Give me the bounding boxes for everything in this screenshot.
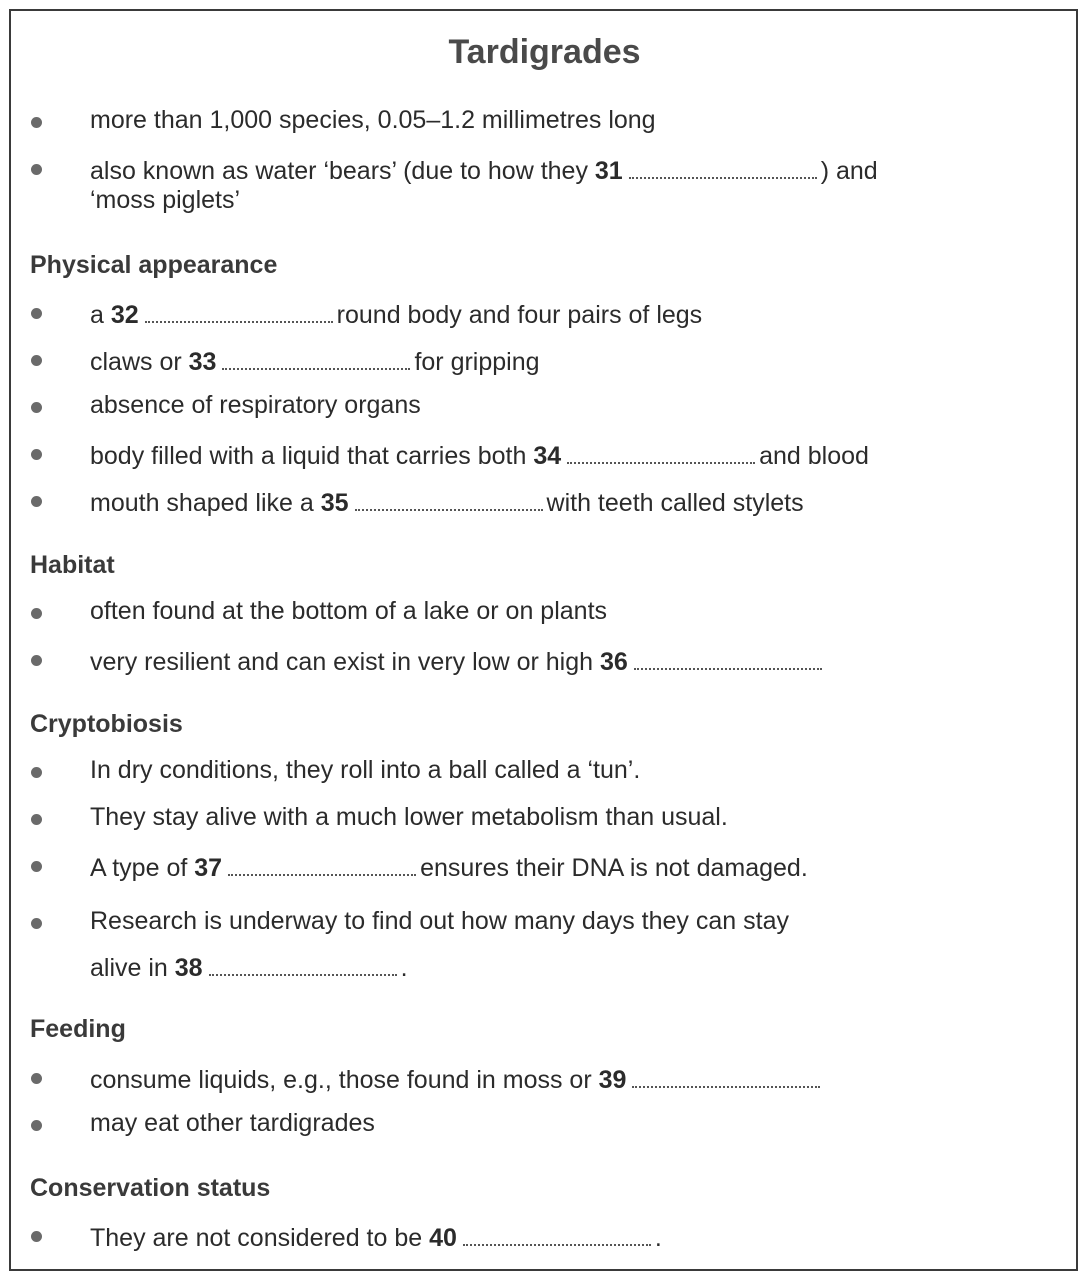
answer-blank-36[interactable] xyxy=(634,644,822,670)
crypto-item-1: In dry conditions, they roll into a ball called a ‘tun’. xyxy=(90,756,641,784)
habitat-item-1: often found at the bottom of a lake or on plants xyxy=(90,597,608,625)
physical-item-4: body filled with a liquid that carries both 34 and blood xyxy=(90,438,869,471)
question-number: 37 xyxy=(194,853,223,882)
question-number: 31 xyxy=(594,156,623,185)
bullet-icon xyxy=(31,1231,42,1242)
page-title: Tardigrades xyxy=(448,33,641,71)
answer-blank-40[interactable] xyxy=(463,1220,651,1246)
bullet-icon xyxy=(31,117,42,128)
habitat-item-2: very resilient and can exist in very low or high 36 xyxy=(90,644,826,677)
bullet-icon xyxy=(31,164,42,175)
physical-item-5: mouth shaped like a 35 with teeth called stylets xyxy=(90,485,804,518)
question-number: 35 xyxy=(320,488,349,517)
intro-item-1: more than 1,000 species, 0.05–1.2 millimetres long xyxy=(90,106,656,134)
bullet-icon xyxy=(31,1073,42,1084)
question-number: 33 xyxy=(188,347,217,376)
section-heading-physical: Physical appearance xyxy=(30,251,278,279)
bullet-icon xyxy=(31,767,42,778)
answer-blank-35[interactable] xyxy=(355,485,543,511)
bullet-icon xyxy=(31,608,42,619)
conservation-item-1: They are not considered to be 40 . xyxy=(90,1220,662,1253)
feeding-item-2: may eat other tardigrades xyxy=(90,1109,375,1137)
question-number: 36 xyxy=(599,647,628,676)
bullet-icon xyxy=(31,496,42,507)
bullet-icon xyxy=(31,814,42,825)
intro-item-2-line2: ‘moss piglets’ xyxy=(90,186,241,214)
answer-blank-31[interactable] xyxy=(629,153,817,179)
question-number: 34 xyxy=(533,441,562,470)
feeding-item-1: consume liquids, e.g., those found in moss or 39 xyxy=(90,1062,824,1095)
question-number: 38 xyxy=(174,953,203,982)
bullet-icon xyxy=(31,308,42,319)
answer-blank-38[interactable] xyxy=(209,950,397,976)
section-heading-cryptobiosis: Cryptobiosis xyxy=(30,710,183,738)
bullet-icon xyxy=(31,655,42,666)
bullet-icon xyxy=(31,449,42,460)
section-heading-conservation: Conservation status xyxy=(30,1174,271,1202)
answer-blank-37[interactable] xyxy=(228,850,416,876)
bullet-icon xyxy=(31,861,42,872)
answer-blank-32[interactable] xyxy=(145,297,333,323)
bullet-icon xyxy=(31,1120,42,1131)
crypto-item-3: A type of 37 ensures their DNA is not damaged. xyxy=(90,850,808,883)
answer-blank-34[interactable] xyxy=(567,438,755,464)
question-number: 39 xyxy=(598,1065,627,1094)
intro-item-2: also known as water ‘bears’ (due to how they 31 ) and xyxy=(90,153,878,186)
section-heading-habitat: Habitat xyxy=(30,551,115,579)
section-heading-feeding: Feeding xyxy=(30,1015,126,1043)
question-number: 32 xyxy=(110,300,139,329)
question-number: 40 xyxy=(429,1223,457,1252)
answer-blank-39[interactable] xyxy=(632,1062,820,1088)
physical-item-1: a 32 round body and four pairs of legs xyxy=(90,297,702,330)
physical-item-2: claws or 33 for gripping xyxy=(90,344,540,377)
physical-item-3: absence of respiratory organs xyxy=(90,391,421,419)
bullet-icon xyxy=(31,402,42,413)
bullet-icon xyxy=(31,918,42,929)
bullet-icon xyxy=(31,355,42,366)
crypto-item-4-line2: alive in 38 . xyxy=(90,950,408,983)
crypto-item-2: They stay alive with a much lower metabolism than usual. xyxy=(90,803,728,831)
answer-blank-33[interactable] xyxy=(222,344,410,370)
crypto-item-4: Research is underway to find out how many days they can stay xyxy=(90,907,789,935)
